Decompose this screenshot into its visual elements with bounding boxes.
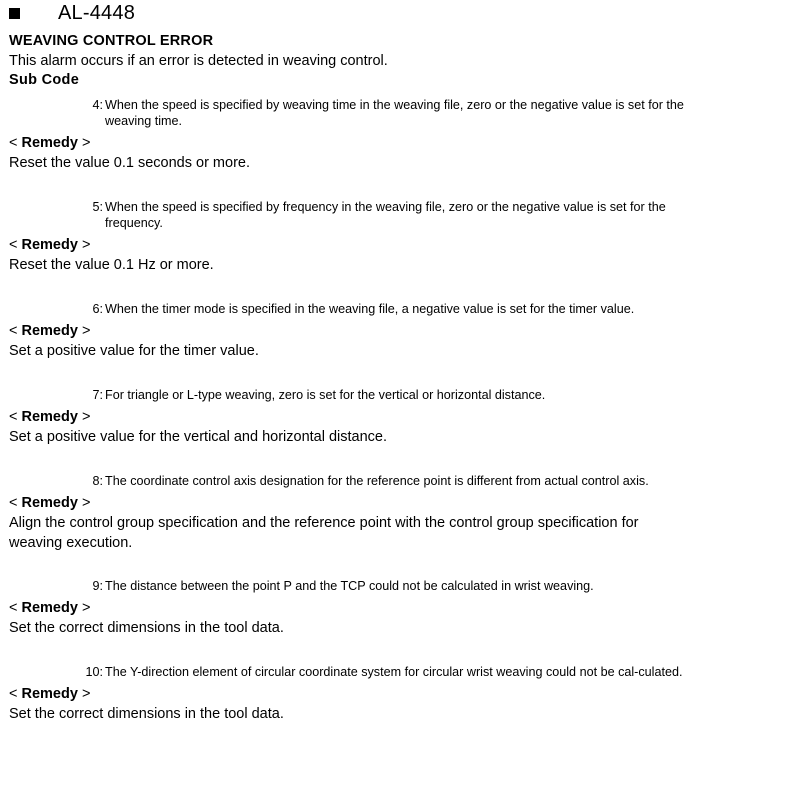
remedy-text: Set the correct dimensions in the tool data. — [9, 620, 284, 636]
remedy-label: < Remedy > — [9, 323, 91, 339]
subcode-description: The Y-direction element of circular coordinate system for circular wrist weaving could not be cal-culated. — [105, 665, 683, 679]
subcode-description: The distance between the point P and the TCP could not be calculated in wrist weaving. — [105, 579, 594, 593]
subcode-description: When the speed is specified by weaving time in the weaving file, zero or the negative value is set for the weaving time. — [105, 98, 684, 128]
subcode-description: When the timer mode is specified in the weaving file, a negative value is set for the timer value. — [105, 302, 635, 316]
subcode-number: 9: — [92, 579, 103, 593]
alarm-code: AL-4448 — [58, 1, 136, 24]
remedy-label: < Remedy > — [9, 135, 91, 151]
remedy-text: Reset the value 0.1 seconds or more. — [9, 155, 250, 171]
remedy-label: < Remedy > — [9, 409, 91, 425]
subcode-block — [0, 97, 786, 173]
subcode-number: 7: — [92, 388, 103, 402]
alarm-description: This alarm occurs if an error is detected in weaving control. — [9, 53, 388, 69]
subcode-number: 10: — [85, 665, 103, 679]
remedy-label: < Remedy > — [9, 237, 91, 253]
subcode-block — [0, 199, 786, 275]
subcode-line — [77, 664, 693, 680]
remedy-text: Set a positive value for the timer value. — [9, 343, 259, 359]
subcode-number: 8: — [92, 474, 103, 488]
remedy-label: < Remedy > — [9, 686, 91, 702]
subcode-description: For triangle or L-type weaving, zero is set for the vertical or horizontal distance. — [105, 388, 546, 402]
subcode-description: When the speed is specified by frequency in the weaving file, zero or the negative value is set for the frequency. — [105, 200, 666, 230]
subcode-line — [77, 199, 693, 231]
remedy-text: Set the correct dimensions in the tool data. — [9, 706, 284, 722]
remedy-text: Set a positive value for the vertical and horizontal distance. — [9, 429, 388, 445]
subcode-block — [0, 664, 786, 724]
subcode-number: 6: — [92, 302, 103, 316]
subcode-description: The coordinate control axis designation for the reference point is different from actual control axis. — [105, 474, 649, 488]
subcode-heading: Sub Code — [9, 72, 80, 88]
subcode-number: 5: — [92, 200, 103, 214]
subcode-block — [0, 301, 786, 361]
subcode-line — [77, 97, 693, 129]
subcode-number: 4: — [92, 98, 103, 112]
subcode-block — [0, 578, 786, 638]
remedy-text: Align the control group specification and the reference point with the control group specification for weaving execution. — [9, 515, 639, 551]
subcode-block — [0, 473, 786, 553]
alarm-title: WEAVING CONTROL ERROR — [9, 33, 214, 49]
remedy-text: Reset the value 0.1 Hz or more. — [9, 257, 214, 273]
subcode-line — [77, 578, 693, 594]
alarm-header — [9, 0, 135, 26]
remedy-label: < Remedy > — [9, 495, 91, 511]
subcode-line — [77, 301, 693, 317]
subcode-line — [77, 473, 693, 489]
subcode-block — [0, 387, 786, 447]
remedy-label: < Remedy > — [9, 600, 91, 616]
square-bullet-icon — [9, 8, 20, 19]
subcode-line — [77, 387, 693, 403]
